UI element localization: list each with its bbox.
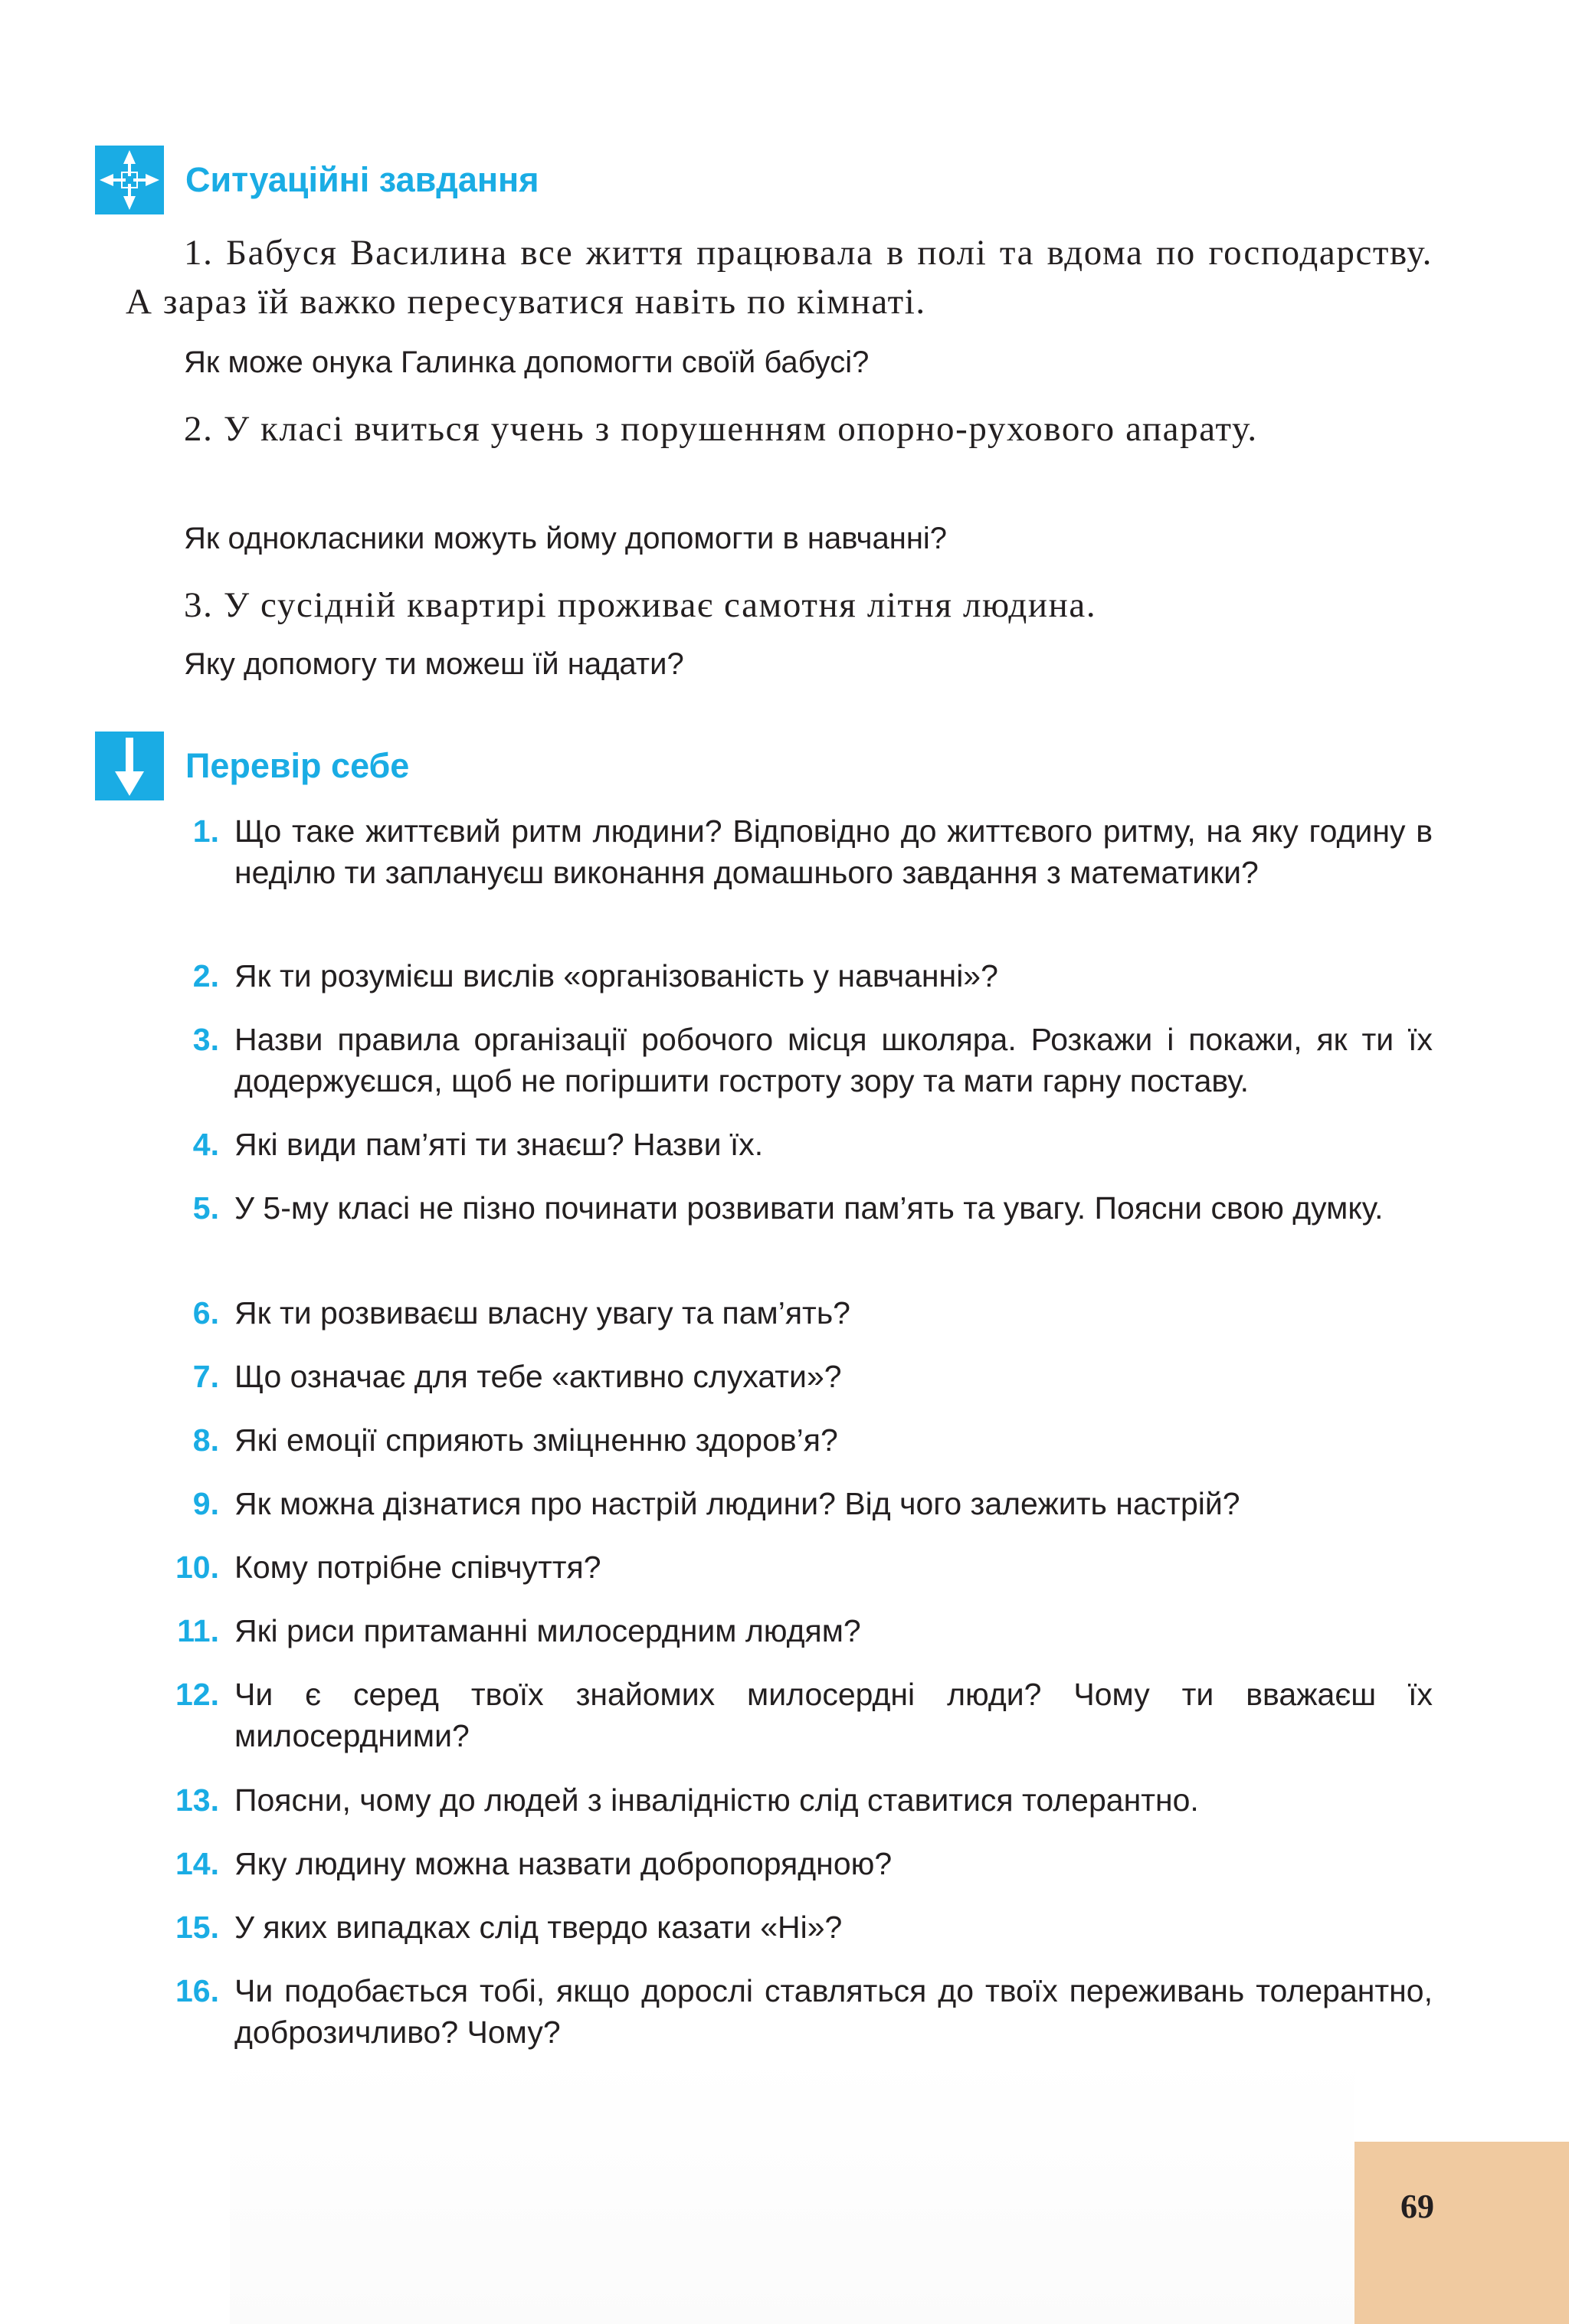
item-number: 3. bbox=[192, 1022, 219, 1057]
item-text: Які риси притаманні милосердним людям? bbox=[234, 1613, 861, 1648]
check-section-header bbox=[95, 732, 409, 800]
check-item-15 bbox=[164, 1907, 1433, 1948]
page-background bbox=[230, 2053, 1354, 2324]
situational-task-3 bbox=[126, 581, 1433, 630]
task-number: 3. bbox=[184, 585, 214, 625]
item-number: 10. bbox=[175, 1550, 219, 1585]
item-text: Чи подобається тобі, якщо дорослі ставляться до твоїх переживань толерантно, доброзичливо? Чому? bbox=[234, 1973, 1433, 2050]
item-text: Чи є серед твоїх знайомих милосердні люди? Чому ти вважаєш їх милосердними? bbox=[234, 1677, 1433, 1753]
four-arrows-compass-icon bbox=[95, 146, 164, 214]
item-text: Що означає для тебе «активно слухати»? bbox=[234, 1359, 842, 1394]
page-number: 69 bbox=[1400, 2188, 1434, 2225]
situational-task-2 bbox=[126, 404, 1433, 453]
check-item-4 bbox=[164, 1124, 1433, 1165]
item-text: Яку людину можна назвати добропорядною? bbox=[234, 1846, 893, 1881]
item-text: Кому потрібне співчуття? bbox=[234, 1550, 601, 1585]
item-number: 14. bbox=[175, 1846, 219, 1881]
situational-section-header bbox=[95, 146, 539, 214]
check-item-8 bbox=[164, 1419, 1433, 1461]
task-text: У класі вчиться учень з порушенням опорно-рухового апарату. bbox=[223, 409, 1258, 449]
item-number: 5. bbox=[192, 1190, 219, 1226]
situational-question-1: Як може онука Галинка допомогти своїй бабусі? bbox=[184, 345, 870, 379]
check-item-3 bbox=[164, 1019, 1433, 1101]
check-item-14 bbox=[164, 1843, 1433, 1884]
check-item-12 bbox=[164, 1674, 1433, 1756]
item-number: 13. bbox=[175, 1782, 219, 1818]
check-item-9 bbox=[164, 1483, 1433, 1524]
situational-task-1 bbox=[126, 228, 1433, 326]
item-text: Що таке життєвий ритм людини? Відповідно до життєвого ритму, на яку годину в неділю ти заплануєш виконання домашнього завдання з математики? bbox=[234, 813, 1433, 890]
item-text: У 5-му класі не пізно починати розвивати пам’ять та увагу. Поясни свою думку. bbox=[234, 1190, 1384, 1226]
page-number-tab bbox=[1354, 2142, 1569, 2324]
check-item-13 bbox=[164, 1779, 1433, 1821]
item-text: Які види пам’яті ти знаєш? Назви їх. bbox=[234, 1127, 764, 1162]
item-number: 7. bbox=[192, 1359, 219, 1394]
task-number: 2. bbox=[184, 409, 214, 449]
item-text: Як ти розумієш вислів «організованість у навчанні»? bbox=[234, 958, 998, 993]
item-number: 4. bbox=[192, 1127, 219, 1162]
check-item-16 bbox=[164, 1970, 1433, 2053]
item-text: Які емоції сприяють зміцненню здоров’я? bbox=[234, 1422, 838, 1458]
item-number: 9. bbox=[192, 1486, 219, 1521]
item-text: Як ти розвиваєш власну увагу та пам’ять? bbox=[234, 1295, 850, 1331]
check-item-10 bbox=[164, 1547, 1433, 1588]
item-number: 15. bbox=[175, 1910, 219, 1945]
item-number: 6. bbox=[192, 1295, 219, 1331]
item-text: Назви правила організації робочого місця школяра. Розкажи і покажи, як ти їх додержуєшся, щоб не погіршити гостроту зору та мати гарну поставу. bbox=[234, 1022, 1433, 1098]
item-number: 16. bbox=[175, 1973, 219, 2008]
task-text: Бабуся Василина все життя працювала в полі та вдома по господарству. А зараз їй важко пересуватися навіть по кімнаті. bbox=[126, 233, 1433, 322]
task-number: 1. bbox=[184, 233, 214, 273]
item-text: Як можна дізнатися про настрій людини? Від чого залежить настрій? bbox=[234, 1486, 1240, 1521]
item-number: 2. bbox=[192, 958, 219, 993]
task-text: У сусідній квартирі проживає самотня літня людина. bbox=[223, 585, 1097, 625]
situational-title: Ситуаційні завдання bbox=[185, 160, 539, 199]
check-item-1 bbox=[164, 810, 1433, 893]
check-item-6 bbox=[164, 1292, 1433, 1334]
item-number: 1. bbox=[192, 813, 219, 849]
check-title: Перевір себе bbox=[185, 746, 410, 785]
item-text: У яких випадках слід твердо казати «Ні»? bbox=[234, 1910, 843, 1945]
check-item-5 bbox=[164, 1187, 1433, 1229]
situational-question-3: Яку допомогу ти можеш їй надати? bbox=[184, 647, 684, 681]
item-number: 12. bbox=[175, 1677, 219, 1712]
item-number: 11. bbox=[177, 1613, 219, 1648]
check-item-2 bbox=[164, 955, 1433, 997]
check-item-11 bbox=[164, 1610, 1433, 1651]
situational-question-2: Як однокласники можуть йому допомогти в навчанні? bbox=[184, 522, 948, 555]
item-number: 8. bbox=[192, 1422, 219, 1458]
check-item-7 bbox=[164, 1356, 1433, 1397]
item-text: Поясни, чому до людей з інвалідністю слід ставитися толерантно. bbox=[234, 1782, 1199, 1818]
down-arrow-icon bbox=[95, 732, 164, 800]
